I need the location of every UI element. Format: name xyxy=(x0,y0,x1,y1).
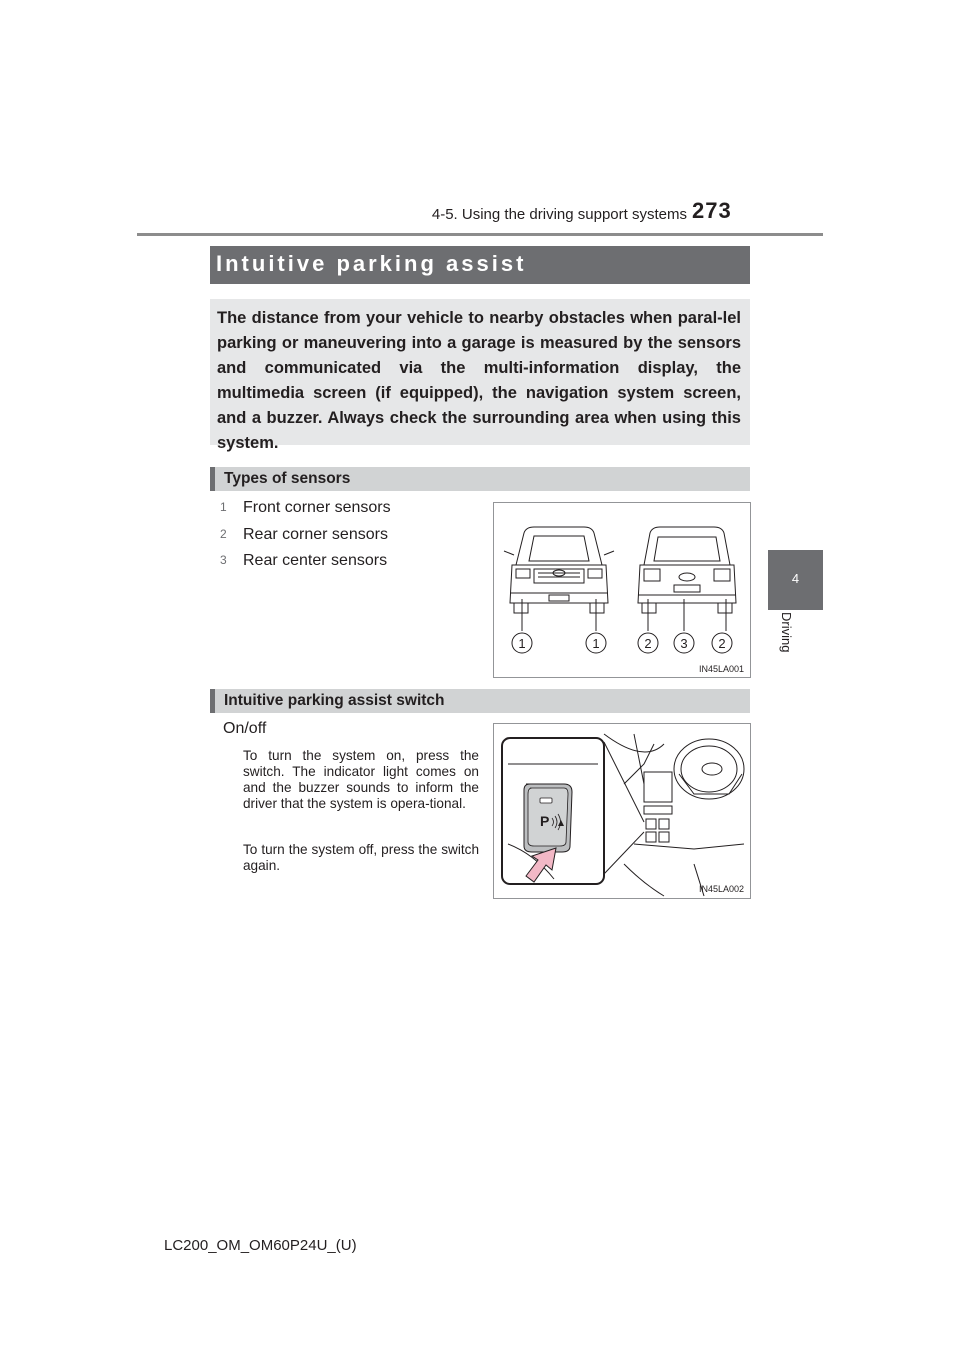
parking-assist-switch xyxy=(524,784,572,852)
sensor-figure xyxy=(493,502,751,678)
list-item: Rear center sensors xyxy=(243,552,388,569)
list-item: Front corner sensors xyxy=(243,499,391,516)
callout-1: 1 xyxy=(592,636,600,651)
chapter-label-wrap xyxy=(778,612,798,672)
list-number-text: 3 xyxy=(220,553,227,567)
page-heading: Intuitive parking assist xyxy=(216,251,527,276)
list-number xyxy=(220,527,235,542)
callout-2: 2 xyxy=(718,636,726,651)
list-number xyxy=(220,553,235,568)
page-number: 273 xyxy=(692,198,732,223)
section-title: 4-5. Using the driving support systems xyxy=(431,206,687,223)
intro-text: The distance from your vehicle to nearby obstacles when paral-lel parking or maneuvering into a garage is measured by the sensors and communicated via the multi-information display, the multimedia screen (if equipped), the navigation system screen, and a buzzer. Always check the surrounding area when using this system. xyxy=(217,309,741,452)
instruction-off: To turn the system off, press the switch again. xyxy=(243,842,479,873)
heading-accent xyxy=(210,467,215,491)
list-number-text: 1 xyxy=(220,500,227,514)
types-heading-bar xyxy=(210,467,750,491)
chapter-number: 4 xyxy=(791,571,800,586)
mode-label: On/off xyxy=(223,720,267,737)
switch-illustration xyxy=(494,724,750,898)
list-number-text: 2 xyxy=(220,527,227,541)
callout-3: 3 xyxy=(680,636,688,651)
list-item: Rear corner sensors xyxy=(243,526,388,543)
vehicle-illustration xyxy=(494,503,750,677)
callout-1: 1 xyxy=(518,636,526,651)
header-divider xyxy=(137,233,823,236)
callout-2: 2 xyxy=(644,636,652,651)
switch-p-label: P xyxy=(540,813,550,829)
chapter-label: Driving xyxy=(779,612,794,653)
document-code: LC200_OM_OM60P24U_(U) xyxy=(164,1237,357,1254)
instruction-on: To turn the system on, press the switch. The indicator light comes on and the buzzer sounds to inform the driver that the system is opera-tional. xyxy=(243,748,479,811)
switch-heading-bar xyxy=(210,689,750,713)
figure-code: IN45LA001 xyxy=(698,664,744,674)
figure-code: IN45LA002 xyxy=(698,884,744,894)
switch-figure xyxy=(493,723,751,899)
types-heading: Types of sensors xyxy=(224,470,351,487)
list-number xyxy=(220,500,235,515)
switch-heading: Intuitive parking assist switch xyxy=(224,692,445,709)
heading-accent xyxy=(210,689,215,713)
